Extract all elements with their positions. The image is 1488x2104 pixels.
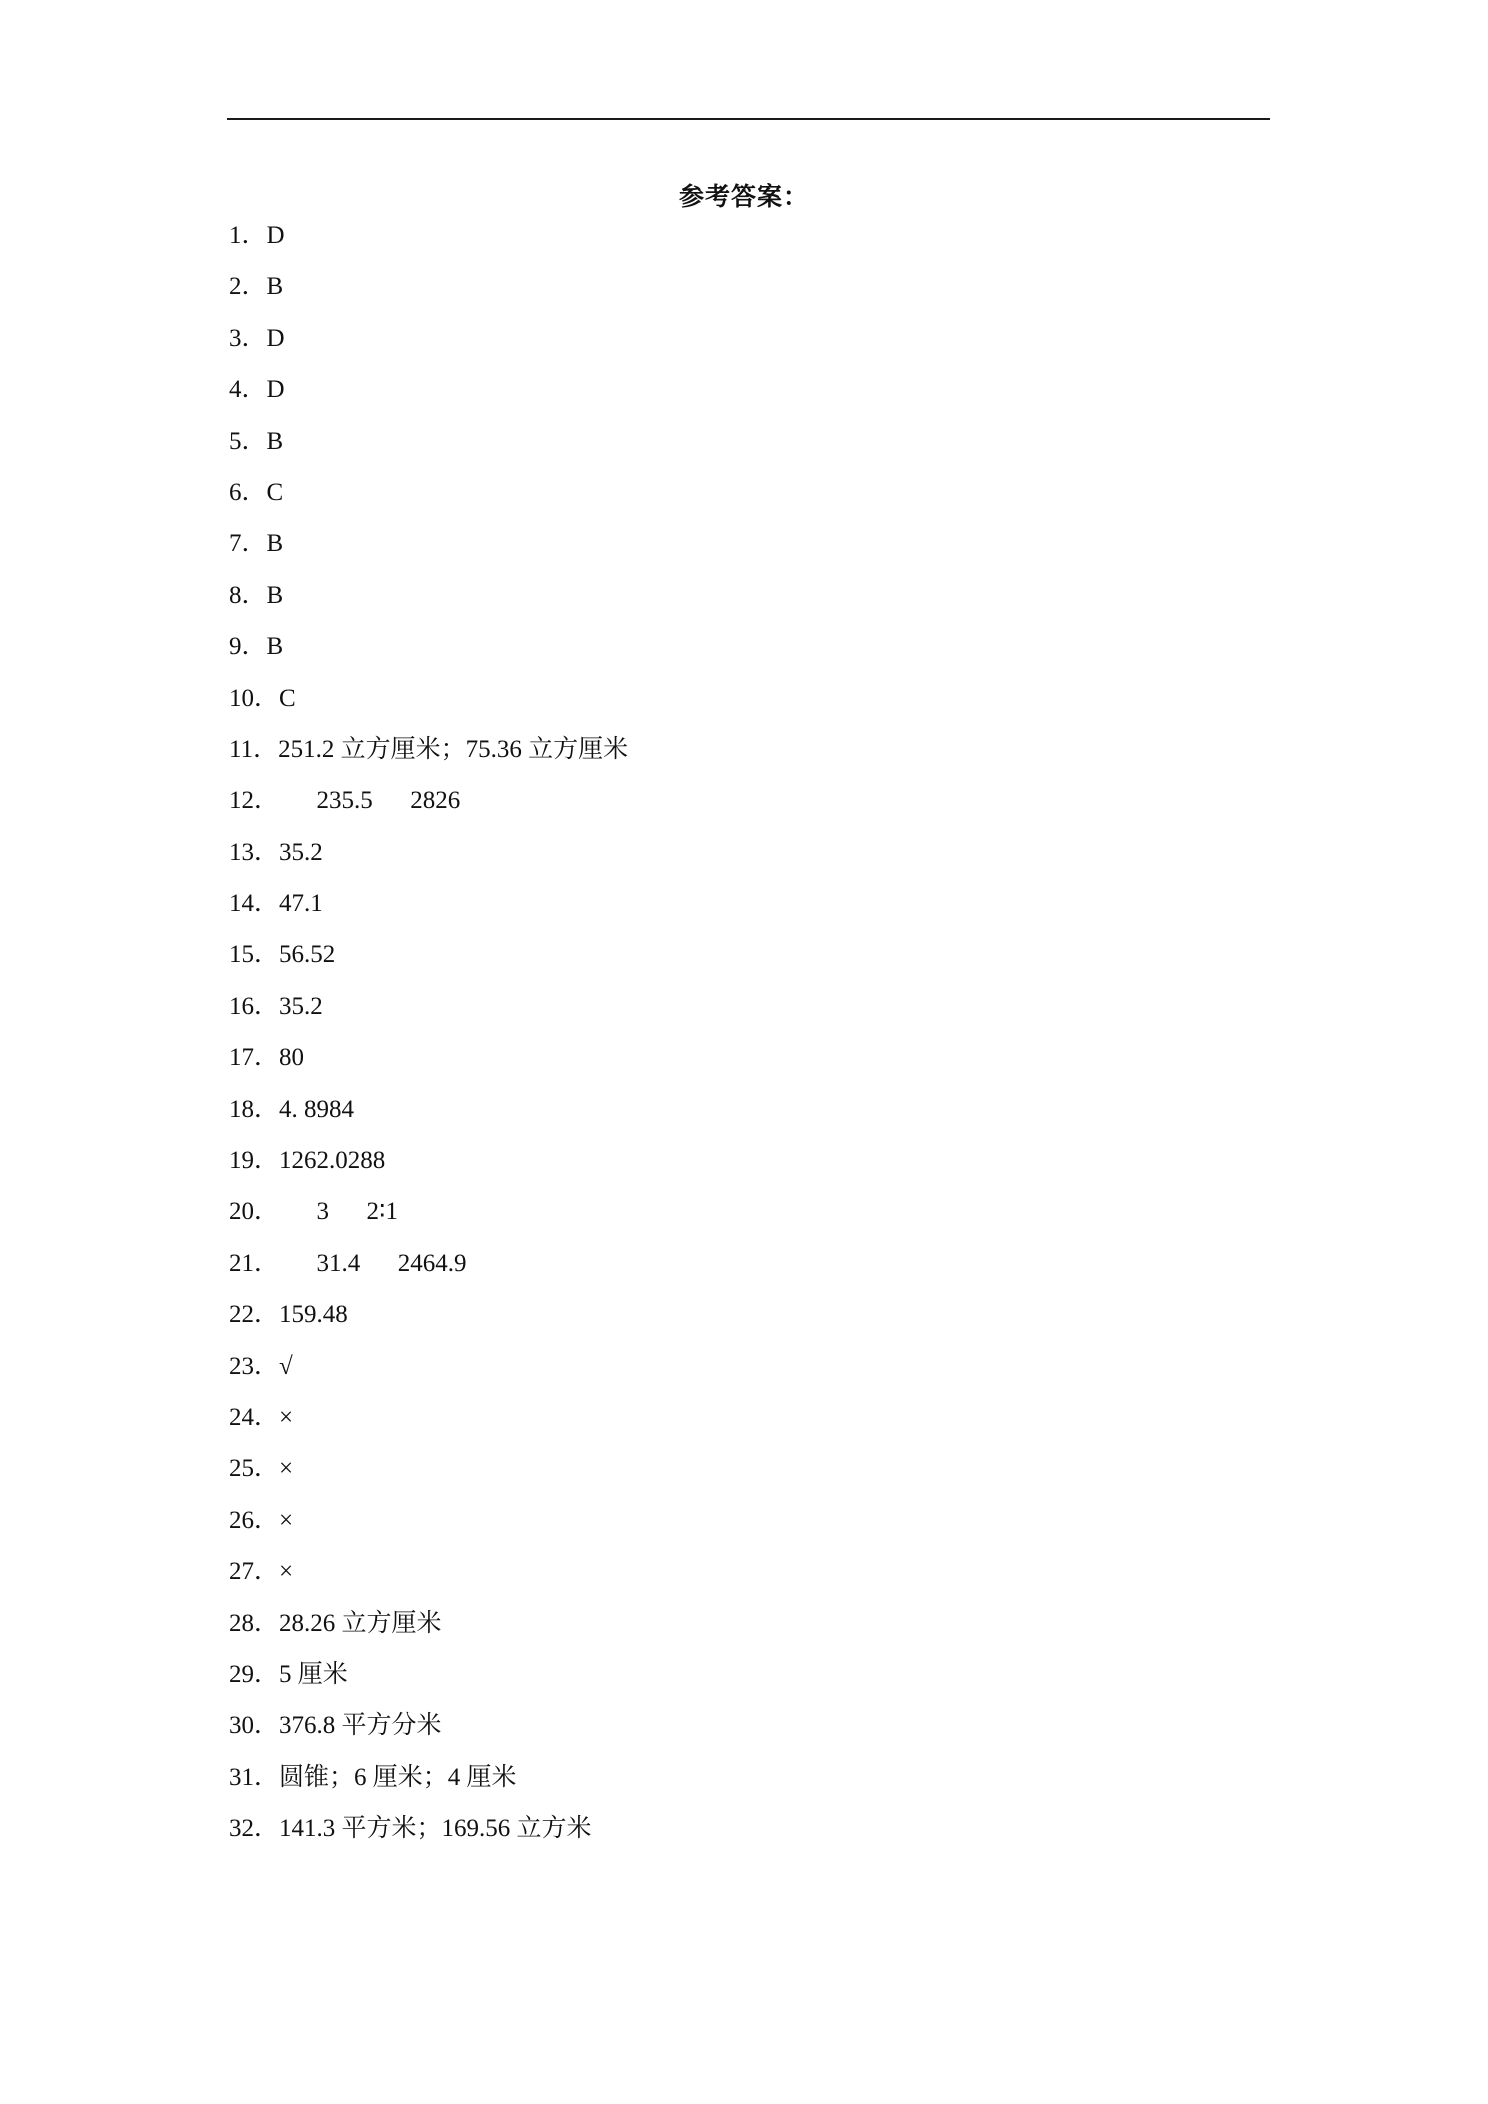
answer-number: 1． xyxy=(229,222,267,249)
answer-item xyxy=(229,475,1229,526)
answer-text: 141.3 平方米；169.56 立方米 xyxy=(279,1815,592,1843)
answer-item xyxy=(229,1606,1229,1657)
answer-number: 22． xyxy=(229,1301,280,1329)
answer-text: 159.48 xyxy=(279,1301,348,1329)
answer-number: 4． xyxy=(229,376,267,404)
answer-text: × xyxy=(279,1455,294,1483)
answer-number: 23． xyxy=(229,1352,280,1380)
answer-item xyxy=(229,732,1229,783)
answer-text: 56.52 xyxy=(279,941,336,969)
answer-item xyxy=(229,937,1229,988)
answer-text: × xyxy=(279,1506,294,1534)
answer-text: B xyxy=(266,633,284,661)
answer-number: 6． xyxy=(229,478,267,506)
page-title: 参考答案： xyxy=(678,184,809,211)
answer-number: 10． xyxy=(229,684,280,712)
answer-text: × xyxy=(279,1403,294,1431)
answer-number: 3． xyxy=(229,324,267,352)
answer-number: 21． xyxy=(229,1249,280,1277)
answer-text: √ xyxy=(279,1352,293,1380)
answer-number: 12． xyxy=(229,787,280,815)
answer-text: 圆锥；6 厘米；4 厘米 xyxy=(279,1763,517,1791)
answer-item xyxy=(229,218,1229,269)
answer-item xyxy=(229,1760,1229,1811)
answer-text: 235.5 2826 xyxy=(279,787,461,815)
answer-number: 26． xyxy=(229,1506,280,1534)
answer-number: 32． xyxy=(229,1815,280,1843)
answer-number: 11． xyxy=(229,735,279,763)
answer-item xyxy=(229,1092,1229,1143)
answer-item xyxy=(229,783,1229,834)
answer-text: D xyxy=(266,324,285,352)
answer-item xyxy=(229,1554,1229,1605)
answer-text: C xyxy=(266,478,284,506)
answer-item xyxy=(229,1246,1229,1297)
answer-item xyxy=(229,1708,1229,1759)
answer-text: 47.1 xyxy=(279,890,323,918)
answer-text: 251.2 立方厘米；75.36 立方厘米 xyxy=(278,735,629,763)
answer-text: B xyxy=(266,581,284,609)
answer-item xyxy=(229,1297,1229,1348)
answer-number: 24． xyxy=(229,1403,280,1431)
answer-item xyxy=(229,1194,1229,1245)
answer-text: 1262.0288 xyxy=(279,1147,386,1175)
answer-text: B xyxy=(266,273,284,301)
answer-number: 29． xyxy=(229,1660,280,1688)
answer-number: 8． xyxy=(229,581,267,609)
answer-number: 7． xyxy=(229,530,267,558)
answer-text: 80 xyxy=(279,1044,305,1072)
header-rule xyxy=(227,118,1270,120)
answer-text: D xyxy=(266,222,285,249)
answer-item xyxy=(229,1811,1229,1862)
answer-item xyxy=(229,629,1229,680)
answer-number: 31． xyxy=(229,1763,280,1791)
answer-item xyxy=(229,1143,1229,1194)
answer-item xyxy=(229,1400,1229,1451)
answer-text: 31.4 2464.9 xyxy=(279,1249,467,1277)
answer-item xyxy=(229,321,1229,372)
answer-list xyxy=(229,218,1229,1863)
answer-number: 5． xyxy=(229,427,267,455)
answer-item xyxy=(229,526,1229,577)
answer-text: 35.2 xyxy=(279,838,323,866)
answer-text: 28.26 立方厘米 xyxy=(279,1609,442,1637)
answer-text: 376.8 平方分米 xyxy=(279,1712,442,1740)
answer-number: 15． xyxy=(229,941,280,969)
answer-item xyxy=(229,1451,1229,1502)
answer-number: 28． xyxy=(229,1609,280,1637)
answer-item xyxy=(229,578,1229,629)
answer-text: 35.2 xyxy=(279,992,323,1020)
answer-text: 4. 8984 xyxy=(279,1095,355,1123)
answer-number: 18． xyxy=(229,1095,280,1123)
answer-item xyxy=(229,886,1229,937)
answer-item xyxy=(229,835,1229,886)
answer-number: 27． xyxy=(229,1558,280,1586)
answer-text: C xyxy=(279,684,296,712)
answer-text: B xyxy=(266,530,284,558)
answer-text: D xyxy=(266,376,285,404)
answer-number: 2． xyxy=(229,273,267,301)
answer-number: 17． xyxy=(229,1044,280,1072)
answer-item xyxy=(229,269,1229,320)
answer-number: 13． xyxy=(229,838,280,866)
answer-item xyxy=(229,1657,1229,1708)
answer-number: 30． xyxy=(229,1712,280,1740)
answer-item xyxy=(229,1040,1229,1091)
answer-number: 14． xyxy=(229,890,280,918)
answer-text: B xyxy=(266,427,284,455)
answer-item xyxy=(229,424,1229,475)
answer-item xyxy=(229,681,1229,732)
answer-text: 3 2∶1 xyxy=(279,1198,399,1226)
answer-item xyxy=(229,1349,1229,1400)
answer-text: 5 厘米 xyxy=(279,1660,348,1688)
answer-number: 9． xyxy=(229,633,267,661)
answer-number: 16． xyxy=(229,992,280,1020)
answer-item xyxy=(229,989,1229,1040)
answer-item xyxy=(229,372,1229,423)
answer-number: 19． xyxy=(229,1147,280,1175)
answer-text: × xyxy=(279,1558,294,1586)
answer-number: 25． xyxy=(229,1455,280,1483)
answer-number: 20． xyxy=(229,1198,280,1226)
answer-item xyxy=(229,1503,1229,1554)
